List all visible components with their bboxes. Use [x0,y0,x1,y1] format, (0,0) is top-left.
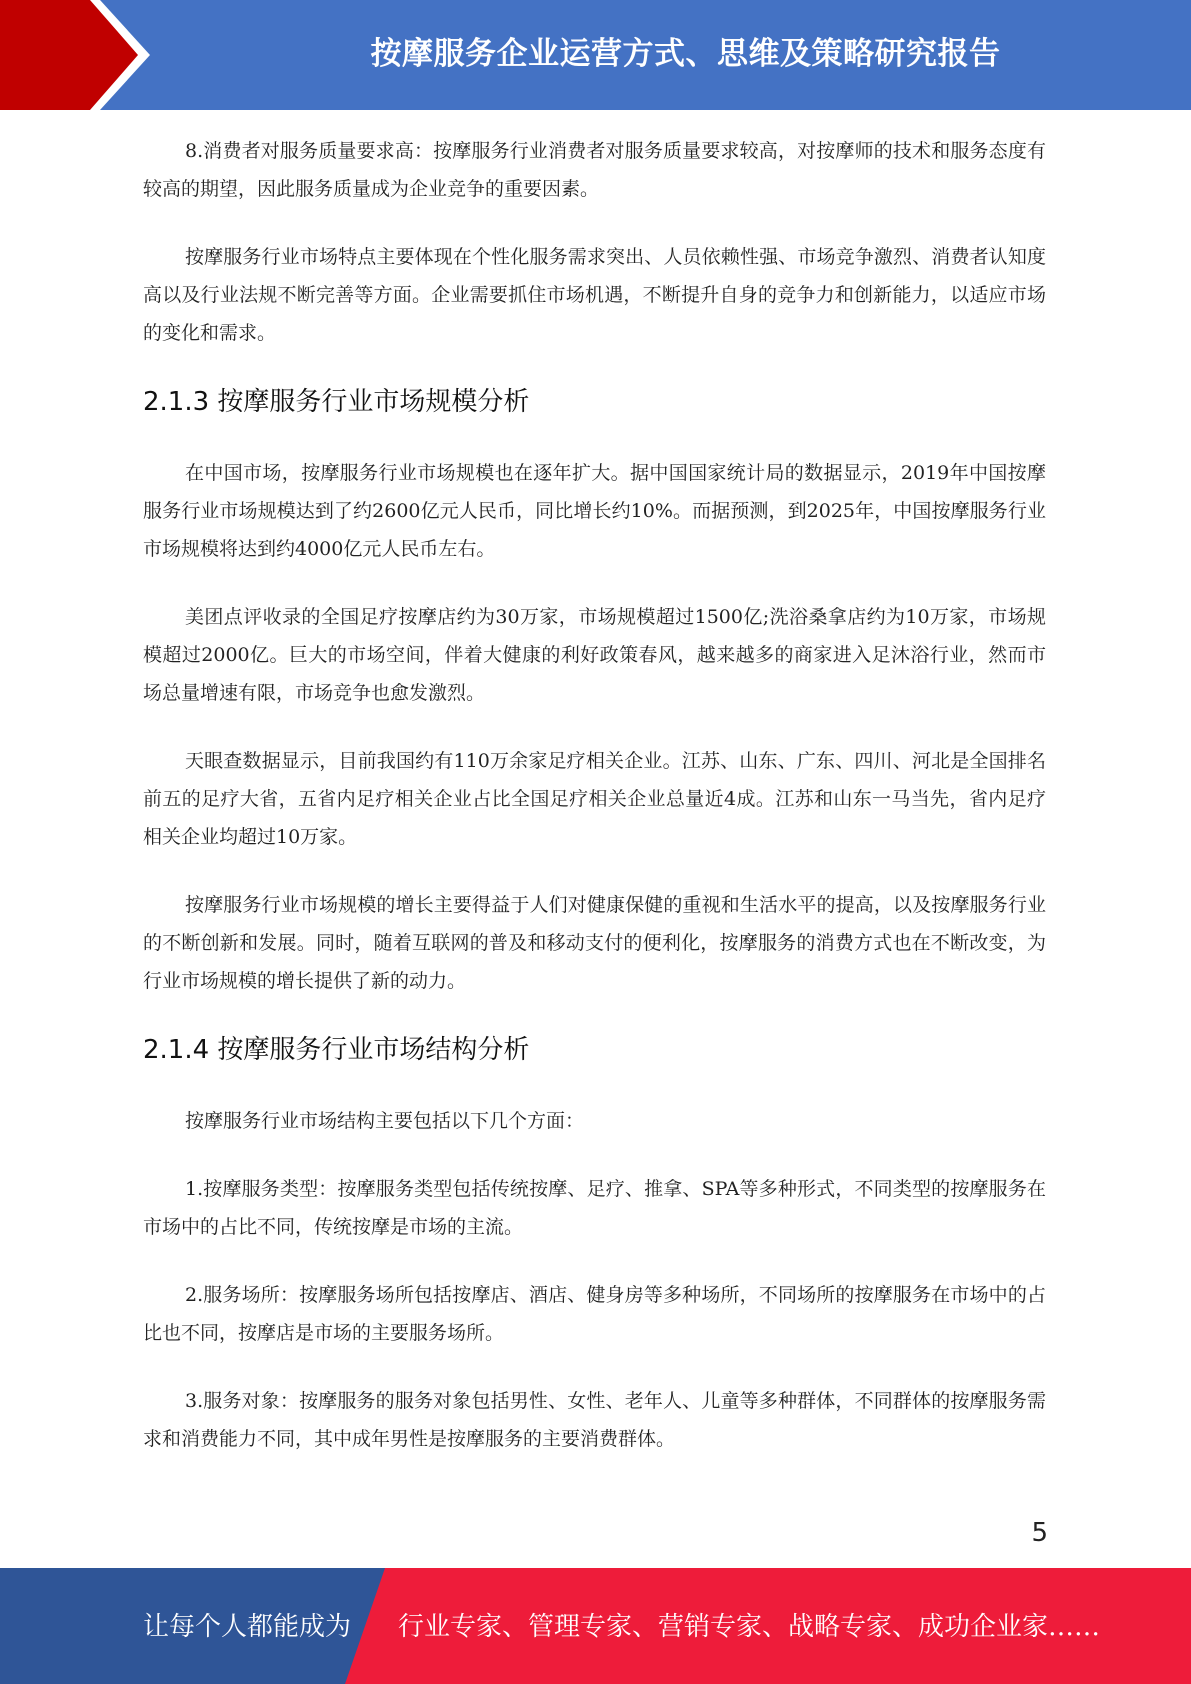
paragraph: 8.消费者对服务质量要求高：按摩服务行业消费者对服务质量要求较高，对按摩师的技术和服务态度有较高的期望，因此服务质量成为企业竞争的重要因素。 [143,140,1046,200]
paragraph: 按摩服务行业市场规模的增长主要得益于人们对健康保健的重视和生活水平的提高，以及按摩服务行业的不断创新和发展。同时，随着互联网的普及和移动支付的便利化，按摩服务的消费方式也在不断改变，为行业市场规模的增长提供了新的动力。 [143,894,1046,992]
footer-slogan-right: 行业专家、管理专家、营销专家、战略专家、成功企业家…… [398,1612,1101,1642]
paragraph: 美团点评收录的全国足疗按摩店约为30万家，市场规模超过1500亿;洗浴桑拿店约为10万家，市场规模超过2000亿。巨大的市场空间，伴着大健康的利好政策春风，越来越多的商家进入足沐浴行业，然而市场总量增速有限，市场竞争也愈发激烈。 [143,606,1046,704]
paragraph: 天眼查数据显示，目前我国约有110万余家足疗相关企业。江苏、山东、广东、四川、河北是全国排名前五的足疗大省，五省内足疗相关企业占比全国足疗相关企业总量近4成。江苏和山东一马当先，省内足疗相关企业均超过10万家。 [143,750,1046,848]
page-footer [0,1568,1191,1684]
section-heading: 2.1.3 按摩服务行业市场规模分析 [143,387,530,417]
footer-slogan-left: 让每个人都能成为 [143,1612,352,1642]
paragraph: 1.按摩服务类型：按摩服务类型包括传统按摩、足疗、推拿、SPA等多种形式，不同类型的按摩服务在市场中的占比不同，传统按摩是市场的主流。 [143,1178,1046,1238]
paragraph: 在中国市场，按摩服务行业市场规模也在逐年扩大。据中国国家统计局的数据显示，2019年中国按摩服务行业市场规模达到了约2600亿元人民币，同比增长约10%。而据预测，到2025年，中国按摩服务行业市场规模将达到约4000亿元人民币左右。 [143,462,1046,560]
paragraph: 3.服务对象：按摩服务的服务对象包括男性、女性、老年人、儿童等多种群体，不同群体的按摩服务需求和消费能力不同，其中成年男性是按摩服务的主要消费群体。 [143,1390,1046,1450]
document-body [143,132,1046,1488]
report-title: 按摩服务企业运营方式、思维及策略研究报告 [370,36,1001,72]
paragraph: 按摩服务行业市场结构主要包括以下几个方面： [185,1110,585,1132]
paragraph: 2.服务场所：按摩服务场所包括按摩店、酒店、健身房等多种场所，不同场所的按摩服务在市场中的占比也不同，按摩店是市场的主要服务场所。 [143,1284,1046,1344]
page-number: 5 [1031,1518,1048,1548]
section-heading: 2.1.4 按摩服务行业市场结构分析 [143,1035,530,1065]
page-header [0,0,1191,110]
paragraph: 按摩服务行业市场特点主要体现在个性化服务需求突出、人员依赖性强、市场竞争激烈、消费者认知度高以及行业法规不断完善等方面。企业需要抓住市场机遇，不断提升自身的竞争力和创新能力，以适应市场的变化和需求。 [143,246,1046,344]
